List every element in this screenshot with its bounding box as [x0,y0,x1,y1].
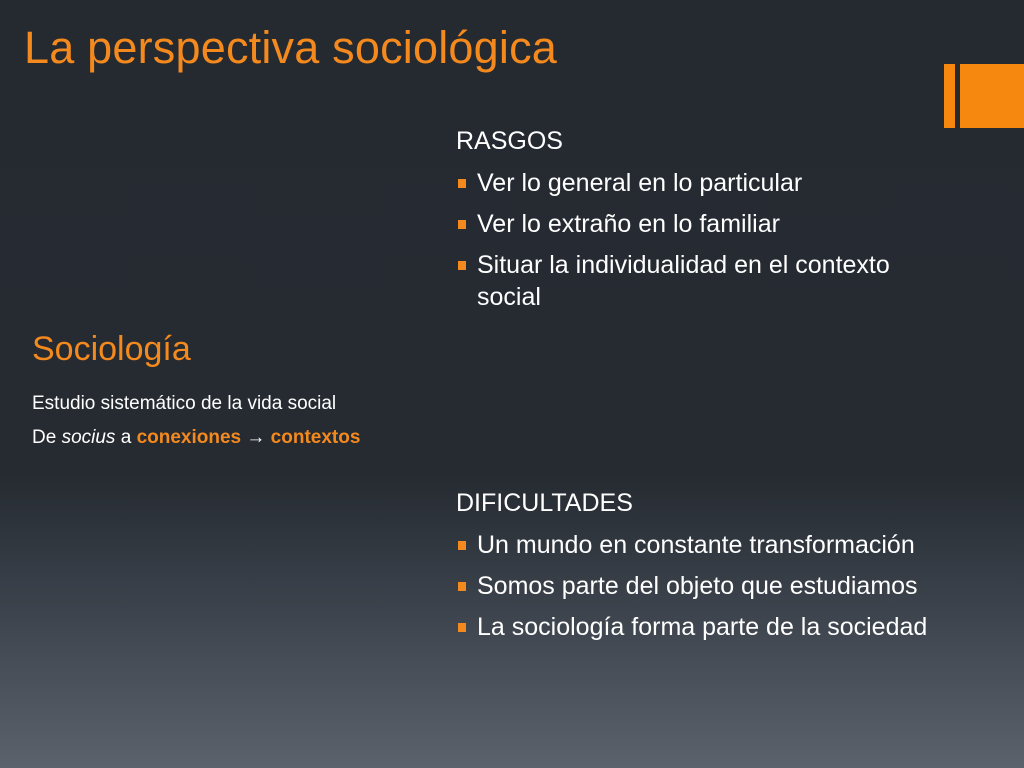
dificultad-text: La sociología forma parte de la sociedad [477,613,928,641]
socius-middle: a [115,427,137,448]
rasgos-heading: RASGOS [456,127,563,155]
square-bullet-icon [458,541,466,550]
conexiones-word: conexiones [136,427,242,448]
rasgo-text: Ver lo extraño en lo familiar [477,210,780,238]
dificultad-text: Somos parte del objeto que estudiamos [477,572,918,600]
rasgo-text: Situar la individualidad en el contexto social [477,251,890,311]
arrow-right-icon: → [246,427,266,448]
subtitle-sociologia: Sociología [32,330,191,368]
square-bullet-icon [458,623,466,632]
socius-word: socius [61,427,116,448]
list-item [456,249,957,313]
dificultades-list [456,529,996,652]
square-bullet-icon [458,220,466,229]
dificultades-heading: DIFICULTADES [456,489,633,517]
socius-line [32,427,360,449]
socius-prefix: De [32,427,62,448]
list-item [456,570,996,602]
list-item [456,529,996,561]
list-item [456,611,996,643]
contextos-word: contextos [270,427,361,448]
square-bullet-icon [458,582,466,591]
rasgos-list [456,167,996,322]
slide-title: La perspectiva sociológica [24,22,558,73]
orange-bar-thin-decoration [944,64,955,128]
square-bullet-icon [458,179,466,188]
square-bullet-icon [458,261,466,270]
dificultad-text: Un mundo en constante transformación [477,531,915,559]
definition-text: Estudio sistemático de la vida social [32,393,337,414]
list-item [456,208,996,240]
orange-bar-wide-decoration [960,64,1024,128]
rasgo-text: Ver lo general en lo particular [477,169,803,197]
list-item [456,167,996,199]
